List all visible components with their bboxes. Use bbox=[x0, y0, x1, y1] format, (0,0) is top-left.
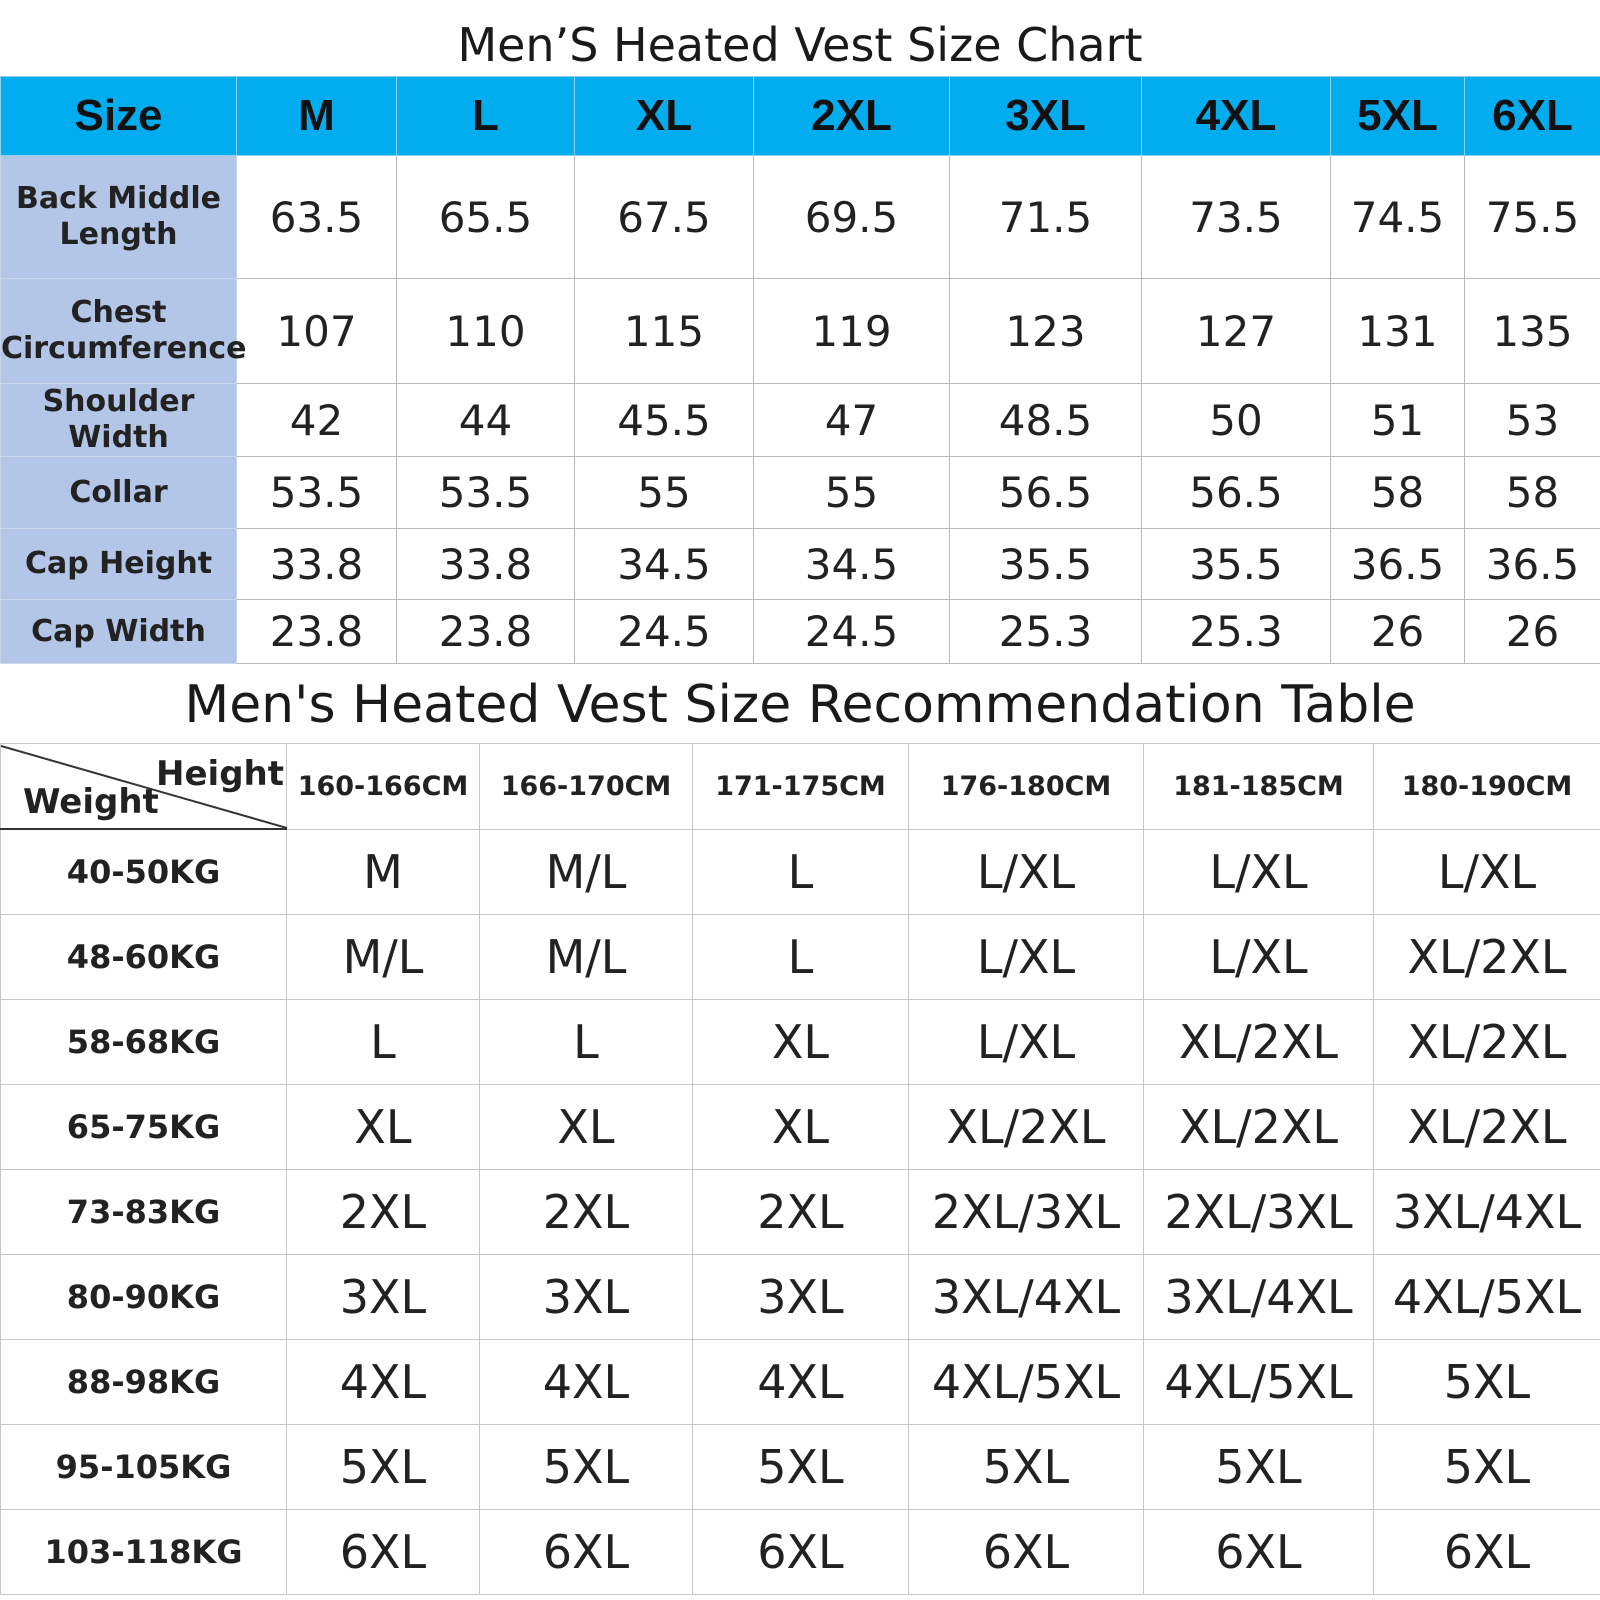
recommended-size: L/XL bbox=[1374, 829, 1600, 915]
measurement-value: 127 bbox=[1142, 279, 1331, 384]
recommended-size: L/XL bbox=[1144, 915, 1374, 1000]
recommended-size: XL bbox=[287, 1085, 480, 1170]
measurement-value: 50 bbox=[1142, 384, 1331, 457]
size-header-cell: M bbox=[237, 77, 397, 156]
measurement-value: 48.5 bbox=[950, 384, 1142, 457]
weight-row bbox=[1, 915, 1600, 1000]
measurement-value: 53 bbox=[1465, 384, 1600, 457]
size-header-label: Size bbox=[1, 77, 237, 156]
measurement-label: Back Middle Length bbox=[1, 156, 237, 279]
measurement-value: 33.8 bbox=[397, 529, 575, 600]
height-header-cell: 181-185CM bbox=[1144, 744, 1374, 830]
recommended-size: M/L bbox=[480, 829, 693, 915]
size-header-cell: 6XL bbox=[1465, 77, 1600, 156]
size-header-cell: XL bbox=[575, 77, 754, 156]
corner-header-cell bbox=[1, 744, 287, 830]
measurement-value: 45.5 bbox=[575, 384, 754, 457]
recommended-size: XL/2XL bbox=[909, 1085, 1144, 1170]
measurement-value: 71.5 bbox=[950, 156, 1142, 279]
recommended-size: 5XL bbox=[909, 1425, 1144, 1510]
measurement-value: 115 bbox=[575, 279, 754, 384]
weight-label: 103-118KG bbox=[1, 1510, 287, 1595]
measurement-value: 53.5 bbox=[397, 457, 575, 529]
size-header-row bbox=[1, 77, 1600, 156]
measurement-value: 25.3 bbox=[1142, 600, 1331, 664]
recommended-size: 5XL bbox=[1144, 1425, 1374, 1510]
corner-weight-label: Weight bbox=[23, 782, 159, 822]
weight-row bbox=[1, 1510, 1600, 1595]
recommended-size: M bbox=[287, 829, 480, 915]
measurement-value: 63.5 bbox=[237, 156, 397, 279]
weight-row bbox=[1, 1255, 1600, 1340]
measurement-label: Cap Height bbox=[1, 529, 237, 600]
measurement-value: 51 bbox=[1331, 384, 1465, 457]
weight-label: 58-68KG bbox=[1, 1000, 287, 1085]
measurement-value: 42 bbox=[237, 384, 397, 457]
recommended-size: 2XL bbox=[693, 1170, 909, 1255]
size-header-cell: L bbox=[397, 77, 575, 156]
size-header-cell: 5XL bbox=[1331, 77, 1465, 156]
recommended-size: L/XL bbox=[909, 1000, 1144, 1085]
measurement-value: 123 bbox=[950, 279, 1142, 384]
measurement-value: 55 bbox=[575, 457, 754, 529]
weight-row bbox=[1, 1340, 1600, 1425]
weight-label: 88-98KG bbox=[1, 1340, 287, 1425]
measurement-value: 73.5 bbox=[1142, 156, 1331, 279]
weight-label: 73-83KG bbox=[1, 1170, 287, 1255]
recommended-size: 4XL/5XL bbox=[1374, 1255, 1600, 1340]
recommended-size: XL bbox=[693, 1000, 909, 1085]
measurement-value: 135 bbox=[1465, 279, 1600, 384]
measurement-value: 110 bbox=[397, 279, 575, 384]
recommended-size: 4XL bbox=[287, 1340, 480, 1425]
height-header-row bbox=[1, 744, 1600, 830]
recommended-size: XL/2XL bbox=[1144, 1085, 1374, 1170]
measurement-value: 56.5 bbox=[950, 457, 1142, 529]
recommended-size: 4XL bbox=[693, 1340, 909, 1425]
measurement-row bbox=[1, 384, 1600, 457]
recommended-size: M/L bbox=[480, 915, 693, 1000]
recommended-size: 5XL bbox=[693, 1425, 909, 1510]
measurement-row bbox=[1, 457, 1600, 529]
recommended-size: 3XL bbox=[480, 1255, 693, 1340]
recommended-size: L bbox=[287, 1000, 480, 1085]
measurement-label: Shoulder Width bbox=[1, 384, 237, 457]
recommended-size: L/XL bbox=[909, 915, 1144, 1000]
height-header-cell: 166-170CM bbox=[480, 744, 693, 830]
weight-label: 95-105KG bbox=[1, 1425, 287, 1510]
recommendation-table-title: Men's Heated Vest Size Recommendation Table bbox=[184, 675, 1416, 735]
recommended-size: 6XL bbox=[1144, 1510, 1374, 1595]
measurement-value: 24.5 bbox=[575, 600, 754, 664]
weight-row bbox=[1, 1085, 1600, 1170]
measurement-value: 35.5 bbox=[950, 529, 1142, 600]
recommended-size: 2XL bbox=[480, 1170, 693, 1255]
recommended-size: M/L bbox=[287, 915, 480, 1000]
measurement-value: 55 bbox=[754, 457, 950, 529]
recommended-size: 6XL bbox=[1374, 1510, 1600, 1595]
recommended-size: 5XL bbox=[480, 1425, 693, 1510]
size-header-cell: 3XL bbox=[950, 77, 1142, 156]
measurement-row bbox=[1, 529, 1600, 600]
recommended-size: 4XL/5XL bbox=[909, 1340, 1144, 1425]
weight-label: 48-60KG bbox=[1, 915, 287, 1000]
measurement-value: 23.8 bbox=[237, 600, 397, 664]
recommended-size: XL/2XL bbox=[1144, 1000, 1374, 1085]
measurement-value: 131 bbox=[1331, 279, 1465, 384]
measurement-value: 69.5 bbox=[754, 156, 950, 279]
measurement-value: 26 bbox=[1331, 600, 1465, 664]
weight-row bbox=[1, 1425, 1600, 1510]
measurement-value: 36.5 bbox=[1465, 529, 1600, 600]
recommended-size: XL/2XL bbox=[1374, 1085, 1600, 1170]
recommended-size: XL bbox=[693, 1085, 909, 1170]
recommended-size: 3XL bbox=[693, 1255, 909, 1340]
measurement-value: 67.5 bbox=[575, 156, 754, 279]
recommended-size: 6XL bbox=[693, 1510, 909, 1595]
measurement-value: 65.5 bbox=[397, 156, 575, 279]
recommended-size: L/XL bbox=[909, 829, 1144, 915]
size-chart-title: Men’S Heated Vest Size Chart bbox=[457, 18, 1143, 72]
measurement-value: 56.5 bbox=[1142, 457, 1331, 529]
measurement-label: Collar bbox=[1, 457, 237, 529]
recommended-size: L bbox=[480, 1000, 693, 1085]
measurement-value: 119 bbox=[754, 279, 950, 384]
recommended-size: XL/2XL bbox=[1374, 1000, 1600, 1085]
recommended-size: 4XL/5XL bbox=[1144, 1340, 1374, 1425]
measurement-label: Cap Width bbox=[1, 600, 237, 664]
measurement-value: 26 bbox=[1465, 600, 1600, 664]
measurement-value: 74.5 bbox=[1331, 156, 1465, 279]
weight-label: 40-50KG bbox=[1, 829, 287, 915]
measurement-value: 23.8 bbox=[397, 600, 575, 664]
recommended-size: XL/2XL bbox=[1374, 915, 1600, 1000]
recommended-size: 4XL bbox=[480, 1340, 693, 1425]
recommended-size: 5XL bbox=[1374, 1425, 1600, 1510]
recommended-size: 3XL/4XL bbox=[1374, 1170, 1600, 1255]
recommended-size: XL bbox=[480, 1085, 693, 1170]
recommended-size: 6XL bbox=[909, 1510, 1144, 1595]
measurement-value: 36.5 bbox=[1331, 529, 1465, 600]
measurement-value: 35.5 bbox=[1142, 529, 1331, 600]
recommended-size: 3XL/4XL bbox=[1144, 1255, 1374, 1340]
weight-label: 65-75KG bbox=[1, 1085, 287, 1170]
recommended-size: 5XL bbox=[1374, 1340, 1600, 1425]
weight-row bbox=[1, 1000, 1600, 1085]
recommended-size: 2XL/3XL bbox=[909, 1170, 1144, 1255]
measurement-value: 47 bbox=[754, 384, 950, 457]
height-header-cell: 180-190CM bbox=[1374, 744, 1600, 830]
recommended-size: 3XL bbox=[287, 1255, 480, 1340]
recommended-size: 3XL/4XL bbox=[909, 1255, 1144, 1340]
corner-height-label: Height bbox=[156, 754, 284, 794]
measurement-value: 53.5 bbox=[237, 457, 397, 529]
measurement-value: 58 bbox=[1331, 457, 1465, 529]
height-header-cell: 171-175CM bbox=[693, 744, 909, 830]
recommended-size: 6XL bbox=[287, 1510, 480, 1595]
measurement-value: 34.5 bbox=[575, 529, 754, 600]
measurement-value: 58 bbox=[1465, 457, 1600, 529]
measurement-label: Chest Circumference bbox=[1, 279, 237, 384]
weight-row bbox=[1, 829, 1600, 915]
recommended-size: L bbox=[693, 915, 909, 1000]
recommendation-table bbox=[0, 743, 1600, 1595]
height-header-cell: 176-180CM bbox=[909, 744, 1144, 830]
size-chart-table bbox=[0, 76, 1600, 664]
measurement-value: 25.3 bbox=[950, 600, 1142, 664]
measurement-row bbox=[1, 600, 1600, 664]
recommended-size: 5XL bbox=[287, 1425, 480, 1510]
measurement-value: 107 bbox=[237, 279, 397, 384]
measurement-row bbox=[1, 279, 1600, 384]
measurement-value: 33.8 bbox=[237, 529, 397, 600]
weight-row bbox=[1, 1170, 1600, 1255]
measurement-row bbox=[1, 156, 1600, 279]
size-header-cell: 4XL bbox=[1142, 77, 1331, 156]
measurement-value: 44 bbox=[397, 384, 575, 457]
recommended-size: 6XL bbox=[480, 1510, 693, 1595]
recommended-size: L/XL bbox=[1144, 829, 1374, 915]
size-header-cell: 2XL bbox=[754, 77, 950, 156]
height-header-cell: 160-166CM bbox=[287, 744, 480, 830]
recommended-size: 2XL bbox=[287, 1170, 480, 1255]
recommended-size: L bbox=[693, 829, 909, 915]
weight-label: 80-90KG bbox=[1, 1255, 287, 1340]
measurement-value: 24.5 bbox=[754, 600, 950, 664]
recommended-size: 2XL/3XL bbox=[1144, 1170, 1374, 1255]
measurement-value: 75.5 bbox=[1465, 156, 1600, 279]
measurement-value: 34.5 bbox=[754, 529, 950, 600]
